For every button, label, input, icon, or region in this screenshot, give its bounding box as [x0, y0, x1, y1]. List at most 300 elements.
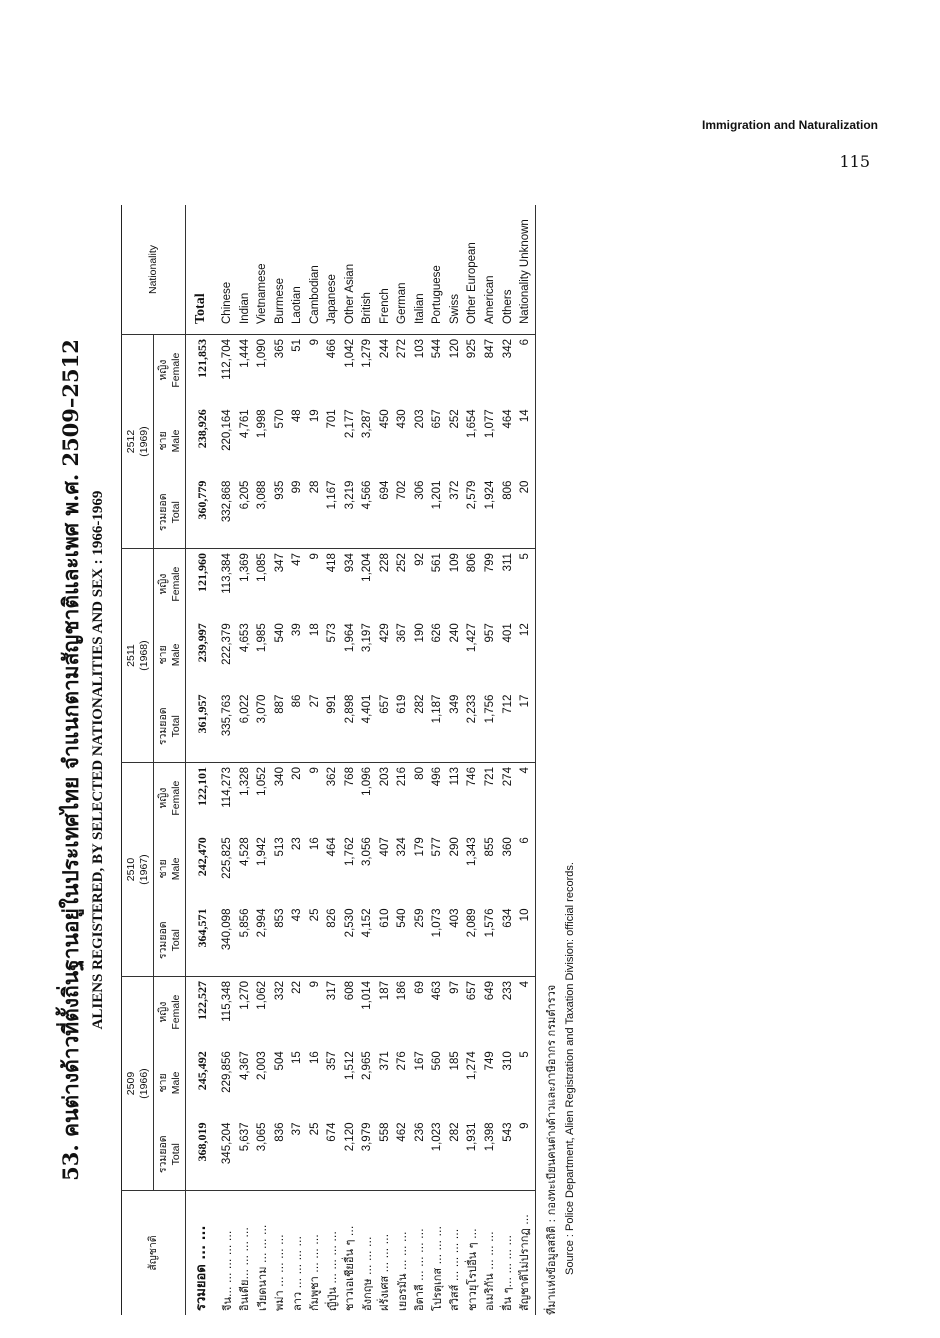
value-cell: 1,998	[256, 409, 269, 439]
value-cell: 216	[396, 767, 409, 787]
value-cell: 43	[289, 905, 307, 977]
value-cell: 37	[289, 1119, 307, 1191]
value-cell: 4,528	[238, 837, 251, 867]
year-header-2509: 2509 (1966)	[122, 977, 154, 1191]
value-cell: 657	[377, 691, 395, 763]
value-cell: 1,654	[466, 409, 479, 439]
value-cell: 349	[447, 691, 465, 763]
value-cell: 5,856	[237, 905, 255, 977]
source-english: Source : Police Department, Alien Registration and Taxation Division: official records.	[563, 862, 576, 1275]
value-cell: 222,379	[221, 623, 234, 665]
value-cell: 513	[273, 837, 286, 857]
col-header-total-0: รวมยอด Total	[154, 1119, 186, 1191]
value-cell: 1,931	[464, 1119, 482, 1191]
value-cell: 97	[448, 981, 461, 994]
value-cell: 14	[517, 405, 535, 476]
value-cell: 1,042	[343, 339, 356, 368]
value-cell: 220,164	[221, 409, 234, 451]
value-cell: 2,177	[343, 409, 356, 439]
value-cell: 1,096	[361, 767, 374, 796]
value-cell: 702	[394, 477, 412, 549]
value-cell: 121,960	[194, 553, 209, 593]
value-cell: 573	[326, 623, 339, 643]
col-header-male-1: ชาย Male	[154, 833, 186, 904]
value-cell: 634	[500, 905, 518, 977]
value-cell: 203	[413, 409, 426, 429]
value-cell: 806	[466, 553, 479, 573]
value-cell: 103	[413, 339, 426, 359]
value-cell: 855	[484, 837, 496, 857]
nationality-thai: กัมพูชา ... ... ...	[308, 1234, 322, 1311]
value-cell: 2,965	[361, 1051, 374, 1081]
value-cell: 252	[396, 553, 409, 573]
value-cell: 674	[324, 1119, 342, 1191]
value-cell: 1,942	[256, 837, 269, 867]
value-cell: 9	[308, 767, 321, 774]
value-cell: 9	[517, 1119, 535, 1191]
table-row-total	[186, 205, 219, 1315]
value-cell: 464	[326, 837, 339, 857]
value-cell: 357	[326, 1051, 339, 1071]
value-cell: 245,492	[194, 1051, 209, 1091]
nationality-english: German	[394, 205, 412, 335]
value-cell: 167	[413, 1051, 426, 1071]
value-cell: 1,270	[238, 981, 251, 1010]
value-cell: 1,274	[466, 1051, 479, 1081]
value-cell: 2,898	[342, 691, 360, 763]
title-english: ALIENS REGISTERED, BY SELECTED NATIONALITIES AND SEX : 1966-1969	[90, 490, 106, 1030]
value-cell: 259	[412, 905, 430, 977]
value-cell: 721	[484, 767, 496, 787]
value-cell: 657	[431, 409, 444, 429]
value-cell: 570	[273, 409, 286, 429]
value-cell: 3,219	[342, 477, 360, 549]
value-cell: 2,003	[256, 1051, 269, 1081]
value-cell: 1,924	[482, 477, 500, 549]
value-cell: 17	[517, 691, 535, 763]
value-cell: 1,052	[256, 767, 269, 796]
year-header-2512: 2512 (1969)	[122, 335, 154, 549]
value-cell: 112,704	[221, 339, 234, 380]
nationality-thai: โปรตุเกส ... ... ...	[430, 1225, 444, 1311]
value-cell: 340	[273, 767, 286, 787]
nationality-english: British	[359, 205, 377, 335]
value-cell: 342	[501, 339, 514, 359]
value-cell: 20	[517, 477, 535, 549]
value-cell: 9	[308, 553, 321, 560]
value-cell: 2,120	[342, 1119, 360, 1191]
value-cell: 403	[447, 905, 465, 977]
value-cell: 2,233	[464, 691, 482, 763]
title-thai	[55, 205, 88, 1315]
value-cell: 1,512	[343, 1051, 356, 1081]
value-cell: 504	[273, 1051, 286, 1071]
value-cell: 561	[431, 553, 444, 573]
value-cell: 925	[466, 339, 479, 359]
value-cell: 712	[500, 691, 518, 763]
value-cell: 1,398	[482, 1119, 500, 1191]
value-cell: 15	[291, 1051, 304, 1065]
value-cell: 274	[501, 767, 514, 787]
value-cell: 345,204	[219, 1119, 237, 1191]
value-cell: 887	[272, 691, 290, 763]
value-cell: 496	[431, 767, 444, 787]
value-cell: 543	[500, 1119, 518, 1191]
value-cell: 16	[308, 837, 321, 851]
value-cell: 626	[431, 623, 444, 643]
value-cell: 430	[396, 409, 409, 429]
value-cell: 5	[517, 1047, 535, 1118]
col-header-female-3: หญิง Female	[154, 335, 186, 406]
value-cell: 3,088	[254, 477, 272, 549]
col-header-total-1: รวมยอด Total	[154, 905, 186, 977]
table-row	[219, 205, 237, 1315]
value-cell: 282	[412, 691, 430, 763]
value-cell: 239,997	[194, 623, 209, 663]
value-cell: 113,384	[221, 553, 234, 594]
value-cell: 462	[394, 1119, 412, 1191]
value-cell: 114,273	[221, 767, 234, 808]
nationality-thai: อินเดีย... ... ... ...	[238, 1227, 252, 1311]
value-cell: 610	[377, 905, 395, 977]
value-cell: 694	[377, 477, 395, 549]
value-cell: 276	[396, 1051, 409, 1071]
value-cell: 317	[326, 981, 339, 1001]
value-cell: 1,444	[238, 339, 251, 368]
value-cell: 4,401	[359, 691, 377, 763]
table-row	[342, 205, 360, 1315]
value-cell: 20	[291, 767, 304, 780]
nationality-english: American	[482, 205, 500, 335]
table-row	[377, 205, 395, 1315]
nationality-thai: เยอรมัน ... ... ...	[395, 1231, 409, 1311]
value-cell: 649	[484, 981, 496, 1001]
value-cell: 1,201	[429, 477, 447, 549]
value-cell: 347	[273, 553, 286, 573]
nationality-thai: ชาวเอเชียอื่น ๆ ...	[343, 1225, 357, 1311]
value-cell: 242,470	[194, 837, 209, 877]
value-cell: 544	[431, 339, 444, 359]
value-cell: 4,761	[238, 409, 251, 439]
value-cell: 608	[343, 981, 356, 1001]
nationality-thai: อิตาลี ... ... ... ...	[413, 1228, 427, 1311]
value-cell: 3,979	[359, 1119, 377, 1191]
value-cell: 2,579	[464, 477, 482, 549]
table-row	[324, 205, 342, 1315]
value-cell: 51	[291, 339, 304, 352]
value-cell: 80	[413, 767, 426, 780]
table-row	[500, 205, 518, 1315]
value-cell: 935	[272, 477, 290, 549]
value-cell: 86	[289, 691, 307, 763]
value-cell: 1,328	[238, 767, 251, 796]
value-cell: 69	[413, 981, 426, 994]
value-cell: 22	[291, 981, 304, 994]
value-cell: 372	[447, 477, 465, 549]
value-cell: 240	[448, 623, 461, 643]
value-cell: 1,985	[256, 623, 269, 653]
nationality-english: Burmese	[272, 205, 290, 335]
value-cell: 826	[324, 905, 342, 977]
value-cell: 28	[307, 477, 325, 549]
value-cell: 185	[448, 1051, 461, 1071]
nationality-english: Vietnamese	[254, 205, 272, 335]
nationality-thai: สวิสส์ ... ... ... ...	[448, 1228, 462, 1311]
value-cell: 540	[394, 905, 412, 977]
value-cell: 236	[412, 1119, 430, 1191]
value-cell: 4,566	[359, 477, 377, 549]
value-cell: 121,853	[194, 339, 209, 378]
value-cell: 450	[378, 409, 391, 429]
value-cell: 836	[272, 1119, 290, 1191]
col-header-male-0: ชาย Male	[154, 1047, 186, 1118]
value-cell: 25	[307, 905, 325, 977]
value-cell: 228	[378, 553, 391, 573]
value-cell: 418	[326, 553, 339, 573]
nationality-english: Italian	[412, 205, 430, 335]
value-cell: 311	[501, 553, 514, 572]
nationality-thai: รวมยอด ... ...	[194, 1225, 210, 1311]
value-cell: 179	[413, 837, 426, 857]
nationality-english: Other European	[464, 205, 482, 335]
value-cell: 701	[326, 409, 339, 429]
value-cell: 16	[308, 1051, 321, 1065]
value-cell: 109	[448, 553, 461, 573]
value-cell: 799	[484, 553, 496, 573]
value-cell: 5	[517, 549, 535, 620]
table-row	[394, 205, 412, 1315]
value-cell: 6	[517, 335, 535, 406]
value-cell: 12	[517, 619, 535, 690]
col-header-total-2: รวมยอด Total	[154, 691, 186, 763]
col-header-female-1: หญิง Female	[154, 763, 186, 834]
nationality-thai: ฝรั่งเศส ... ... ...	[378, 1233, 392, 1311]
value-cell: 368,019	[186, 1119, 219, 1191]
table-row	[237, 205, 255, 1315]
table-row	[482, 205, 500, 1315]
nationality-english: Other Asian	[342, 205, 360, 335]
value-cell: 120	[448, 339, 461, 359]
value-cell: 332	[273, 981, 286, 1001]
value-cell: 3,197	[361, 623, 374, 653]
value-cell: 203	[378, 767, 391, 787]
value-cell: 332,868	[219, 477, 237, 549]
value-cell: 99	[289, 477, 307, 549]
title-thai-text: คนต่างด้าวที่ตั้งถิ่นฐานอยู่ในประเทศไทย จำแนกตามสัญชาติและเพศ พ.ศ. 2509–2512	[58, 339, 83, 1137]
value-cell: 9	[308, 981, 321, 988]
table-row	[464, 205, 482, 1315]
value-cell: 306	[412, 477, 430, 549]
value-cell: 340,098	[219, 905, 237, 977]
value-cell: 229,856	[221, 1051, 234, 1093]
value-cell: 463	[431, 981, 444, 1001]
value-cell: 282	[447, 1119, 465, 1191]
value-cell: 272	[396, 339, 409, 359]
nationality-thai: อื่น ๆ... ... ... ...	[500, 1235, 514, 1311]
value-cell: 466	[326, 339, 339, 359]
year-header-2510: 2510 (1967)	[122, 763, 154, 977]
table-row	[429, 205, 447, 1315]
value-cell: 1,576	[482, 905, 500, 977]
value-cell: 360,779	[186, 477, 219, 549]
value-cell: 6	[517, 833, 535, 904]
value-cell: 806	[500, 477, 518, 549]
value-cell: 1,964	[343, 623, 356, 653]
value-cell: 23	[291, 837, 304, 851]
value-cell: 577	[431, 837, 444, 857]
value-cell: 1,343	[466, 837, 479, 867]
value-cell: 1,167	[324, 477, 342, 549]
value-cell: 47	[291, 553, 304, 566]
nationality-english: Others	[500, 205, 518, 335]
value-cell: 1,023	[429, 1119, 447, 1191]
value-cell: 464	[501, 409, 514, 429]
value-cell: 3,070	[254, 691, 272, 763]
value-cell: 364,571	[186, 905, 219, 977]
value-cell: 1,085	[256, 553, 269, 582]
value-cell: 2,089	[464, 905, 482, 977]
value-cell: 1,756	[482, 691, 500, 763]
value-cell: 2,994	[254, 905, 272, 977]
value-cell: 4	[517, 977, 535, 1048]
value-cell: 225,825	[221, 837, 234, 879]
value-cell: 558	[377, 1119, 395, 1191]
nationality-en-header: Nationality	[122, 205, 186, 335]
nationality-english: Indian	[237, 205, 255, 335]
value-cell: 10	[517, 905, 535, 977]
col-header-total-3: รวมยอด Total	[154, 477, 186, 549]
value-cell: 957	[484, 623, 496, 643]
value-cell: 1,369	[238, 553, 251, 582]
value-cell: 362	[326, 767, 339, 787]
value-cell: 1,762	[343, 837, 356, 867]
col-header-female-2: หญิง Female	[154, 549, 186, 620]
value-cell: 746	[466, 767, 479, 787]
value-cell: 560	[431, 1051, 444, 1071]
table-row	[289, 205, 307, 1315]
value-cell: 847	[484, 339, 496, 359]
page-number: 115	[839, 152, 870, 171]
value-cell: 113	[448, 767, 461, 786]
nationality-thai: สัญชาติไม่ปรากฏ ...	[517, 1191, 535, 1316]
value-cell: 48	[291, 409, 304, 423]
running-header: Immigration and Naturalization	[701, 118, 878, 132]
value-cell: 749	[484, 1051, 496, 1071]
table-row	[254, 205, 272, 1315]
nationality-thai: ญี่ปุ่น ... ... ... ...	[325, 1231, 339, 1311]
table-row	[517, 205, 535, 1315]
nationality-thai: จีน... ... ... ... ...	[220, 1230, 234, 1311]
value-cell: 4	[517, 763, 535, 834]
value-cell: 401	[501, 623, 514, 643]
value-cell: 1,204	[361, 553, 374, 582]
col-header-male-3: ชาย Male	[154, 405, 186, 476]
value-cell: 3,056	[361, 837, 374, 867]
value-cell: 9	[308, 339, 321, 346]
value-cell: 361,957	[186, 691, 219, 763]
value-cell: 367	[396, 623, 409, 643]
value-cell: 39	[291, 623, 304, 637]
value-cell: 657	[466, 981, 479, 1001]
value-cell: 3,287	[361, 409, 374, 439]
value-cell: 244	[378, 339, 391, 359]
value-cell: 122,101	[194, 767, 209, 807]
table-number: 53.	[58, 1144, 83, 1181]
value-cell: 360	[501, 837, 514, 857]
nationality-english: French	[377, 205, 395, 335]
value-cell: 18	[308, 623, 321, 637]
value-cell: 991	[324, 691, 342, 763]
value-cell: 365	[273, 339, 286, 359]
value-cell: 4,653	[238, 623, 251, 653]
nationality-english: Japanese	[324, 205, 342, 335]
year-header-2511: 2511 (1968)	[122, 549, 154, 763]
value-cell: 1,014	[361, 981, 374, 1010]
value-cell: 540	[273, 623, 286, 643]
value-cell: 122,527	[194, 981, 209, 1021]
value-cell: 407	[378, 837, 391, 857]
col-header-male-2: ชาย Male	[154, 619, 186, 690]
source-thai: ที่มาแห่งข้อมูลสถิติ : กองทะเบียนคนต่างด้าวและภาษีอากร กรมตำรวจ	[544, 984, 558, 1315]
table-row	[272, 205, 290, 1315]
value-cell: 115,348	[221, 981, 234, 1022]
col-header-female-0: หญิง Female	[154, 977, 186, 1048]
value-cell: 252	[448, 409, 461, 429]
value-cell: 6,205	[237, 477, 255, 549]
value-cell: 2,530	[342, 905, 360, 977]
value-cell: 310	[501, 1051, 514, 1071]
nationality-thai: เวียดนาม ... ... ...	[255, 1224, 269, 1311]
nationality-english: Swiss	[447, 205, 465, 335]
nationality-thai: พม่า ... ... ... ...	[273, 1234, 287, 1311]
value-cell: 1,077	[484, 409, 496, 439]
aliens-table	[121, 205, 536, 1315]
value-cell: 92	[413, 553, 426, 566]
nationality-english: Nationality Unknown	[517, 205, 535, 335]
nationality-thai: อเมริกัน ... ... ...	[483, 1231, 497, 1311]
value-cell: 934	[343, 553, 356, 573]
value-cell: 619	[394, 691, 412, 763]
value-cell: 6,022	[237, 691, 255, 763]
value-cell: 429	[378, 623, 391, 643]
value-cell: 186	[396, 981, 409, 1001]
value-cell: 290	[448, 837, 461, 857]
value-cell: 853	[272, 905, 290, 977]
value-cell: 190	[413, 623, 426, 643]
nationality-thai: ชาวยุโรปอื่น ๆ ...	[465, 1228, 479, 1311]
value-cell: 1,279	[361, 339, 374, 368]
value-cell: 27	[307, 691, 325, 763]
value-cell: 3,065	[254, 1119, 272, 1191]
value-cell: 1,073	[429, 905, 447, 977]
value-cell: 4,367	[238, 1051, 251, 1081]
nationality-english: Laotian	[289, 205, 307, 335]
nationality-english: Total	[186, 205, 219, 335]
value-cell: 768	[343, 767, 356, 787]
value-cell: 233	[501, 981, 514, 1001]
value-cell: 4,152	[359, 905, 377, 977]
value-cell: 324	[396, 837, 409, 857]
value-cell: 187	[378, 981, 391, 1001]
rotated-table-page	[55, 205, 825, 1315]
value-cell: 1,187	[429, 691, 447, 763]
nationality-english: Cambodian	[307, 205, 325, 335]
nationality-thai: อังกฤษ ... ... ...	[360, 1236, 374, 1311]
table-row	[412, 205, 430, 1315]
value-cell: 335,763	[219, 691, 237, 763]
nationality-th-header: สัญชาติ	[122, 1191, 186, 1316]
value-cell: 238,926	[194, 409, 209, 449]
